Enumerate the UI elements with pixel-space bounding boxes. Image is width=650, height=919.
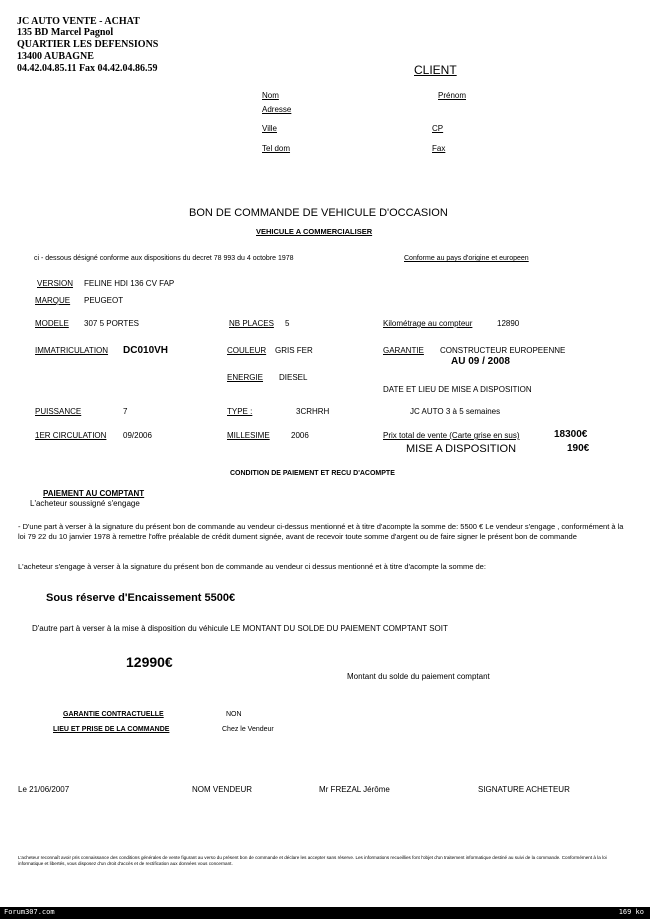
version-value: FELINE HDI 136 CV FAP <box>84 279 175 288</box>
client-tel-label: Tel dom <box>262 144 291 153</box>
client-nom-label: Nom <box>262 91 279 100</box>
garantie-date: AU 09 / 2008 <box>451 356 510 367</box>
solde-label: Montant du solde du paiement comptant <box>347 672 490 681</box>
date-lieu-label: DATE ET LIEU DE MISE A DISPOSITION <box>383 385 532 394</box>
comptant-title: PAIEMENT AU COMPTANT <box>43 489 145 498</box>
nb-places-label: NB PLACES <box>229 319 274 328</box>
circulation-value: 09/2006 <box>123 431 152 440</box>
couleur-value: GRIS FER <box>275 346 313 355</box>
garantie-contractuelle-label: GARANTIE CONTRACTUELLE <box>63 711 164 718</box>
document-title: BON DE COMMANDE DE VEHICULE D'OCCASION <box>189 207 448 219</box>
signature-date: Le 21/06/2007 <box>18 785 70 794</box>
prix-label: Prix total de vente (Carte grise en sus) <box>383 431 520 440</box>
circulation-label: 1ER CIRCULATION <box>35 431 107 440</box>
immat-label: IMMATRICULATION <box>35 346 109 355</box>
garantie-value: CONSTRUCTEUR EUROPEENNE <box>440 346 566 355</box>
garantie-label: GARANTIE <box>383 346 424 355</box>
company-address-line1: 135 BD Marcel Pagnol <box>17 27 114 38</box>
marque-label: MARQUE <box>35 296 71 305</box>
acheteur-engage: L'acheteur soussigné s'engage <box>30 499 140 508</box>
km-value: 12890 <box>497 319 520 328</box>
client-title: CLIENT <box>414 63 457 77</box>
footer-bar <box>0 907 650 919</box>
puissance-value: 7 <box>123 407 128 416</box>
company-address-line2: QUARTIER LES DEFENSIONS <box>17 39 159 50</box>
type-label: TYPE : <box>227 407 253 416</box>
company-address-line3: 13400 AUBAGNE <box>17 51 94 62</box>
lieu-commande-label: LIEU ET PRISE DE LA COMMANDE <box>53 726 170 733</box>
client-cp-label: CP <box>432 124 444 133</box>
acheteur-signature-label: SIGNATURE ACHETEUR <box>478 785 570 794</box>
document-subtitle: VEHICULE A COMMERCIALISER <box>256 227 373 236</box>
energie-label: ENERGIE <box>227 373 264 382</box>
intro-left: ci - dessous désigné conforme aux dispositions du decret 78 993 du 4 octobre 1978 <box>34 255 294 262</box>
client-adresse-label: Adresse <box>262 105 292 114</box>
modele-label: MODELE <box>35 319 69 328</box>
lieu-commande-value: Chez le Vendeur <box>222 726 274 733</box>
mise-value: 190€ <box>567 443 590 454</box>
millesime-value: 2006 <box>291 431 309 440</box>
energie-value: DIESEL <box>279 373 308 382</box>
company-phone: 04.42.04.85.11 Fax 04.42.04.86.59 <box>17 63 158 74</box>
condition-title: CONDITION DE PAIEMENT ET RECU D'ACOMPTE <box>230 470 395 477</box>
prix-value: 18300€ <box>554 429 588 440</box>
nb-places-value: 5 <box>285 319 290 328</box>
couleur-label: COULEUR <box>227 346 267 355</box>
footer-site: Forum307.com <box>4 908 55 916</box>
marque-value: PEUGEOT <box>84 296 124 305</box>
garantie-contractuelle-value: NON <box>226 711 242 718</box>
reserve-encaissement: Sous réserve d'Encaissement 5500€ <box>46 592 236 604</box>
solde-value: 12990€ <box>126 654 173 670</box>
immat-value: DC010VH <box>123 345 169 356</box>
modele-value: 307 5 PORTES <box>84 319 139 328</box>
paragraph-engagement: L'acheteur s'engage à verser à la signature du présent bon de commande au vendeur ci dessus mentionné et à titre d'acompte la somme de: <box>18 562 486 571</box>
type-value: 3CRHRH <box>296 407 330 416</box>
km-label: Kilométrage au compteur <box>383 319 473 328</box>
millesime-label: MILLESIME <box>227 431 270 440</box>
puissance-label: PUISSANCE <box>35 407 82 416</box>
client-fax-label: Fax <box>432 144 446 153</box>
paragraph-acompte: - D'une part à verser à la signature du présent bon de commande au vendeur ci-dessus mentionné et à titre d'acompte la somme de: 5500 € Le vendeur s'engage , conformément à la loi 79 22 du 10 janvier 1978 à remettre l'offre préalable de crédit dument signée, avant de recevoir toute somme d'argent ou de faire signer le présent bon de commande <box>18 522 624 541</box>
client-prenom-label: Prénom <box>438 91 467 100</box>
client-ville-label: Ville <box>262 124 277 133</box>
fine-print: L'acheteur reconnaît avoir pris connaissance des conditions générales de vente figurant au verso du présent bon de commande et déclare les accepter sans réserve. Les informations recueillies font l'objet d'un traitement informatique destiné au suivi de la commande. Conformément à la loi informatique et libertés, vous disposez d'un droit d'accès et de rectification aux données vous concernant. <box>18 855 607 866</box>
lieu-value: JC AUTO 3 à 5 semaines <box>410 407 501 416</box>
version-label: VERSION <box>37 279 74 288</box>
intro-right: Conforme au pays d'origine et europeen <box>404 255 529 262</box>
vendeur-label: NOM VENDEUR <box>192 785 253 794</box>
paragraph-solde: D'autre part à verser à la mise à disposition du véhicule LE MONTANT DU SOLDE DU PAIEMENT COMPTANT SOIT <box>32 624 448 633</box>
vendeur-name: Mr FREZAL Jérôme <box>319 785 390 794</box>
footer-size: 169 ko <box>618 908 644 916</box>
company-name: JC AUTO VENTE - ACHAT <box>17 16 140 27</box>
mise-label: MISE A DISPOSITION <box>406 443 517 455</box>
